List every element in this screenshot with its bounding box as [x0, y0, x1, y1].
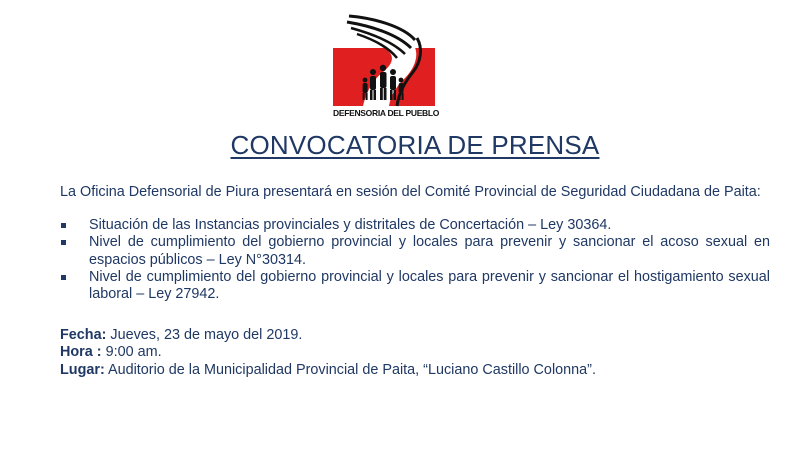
time-value: 9:00 am.: [101, 344, 162, 361]
square-bullet-icon: [61, 275, 66, 280]
list-item: [60, 217, 770, 234]
page-title: CONVOCATORIA DE PRENSA: [230, 130, 600, 160]
date-label: Fecha:: [60, 327, 107, 344]
agenda-list: [60, 217, 770, 303]
defensoria-emblem-icon: [333, 14, 435, 110]
date-value: Jueves, 23 de mayo del 2019.: [106, 327, 303, 344]
intro-paragraph: La Oficina Defensorial de Piura presentará en sesión del Comité Provincial de Seguridad Ciudadana de Paita:: [60, 184, 761, 200]
time-label: Hora :: [60, 344, 102, 361]
list-item-text: Nivel de cumplimiento del gobierno provincial y locales para prevenir y sancionar el hostigamiento sexual laboral – Ley 27942.: [89, 268, 770, 303]
place-label: Lugar:: [60, 361, 105, 378]
date-row: [60, 327, 770, 344]
list-item-text: Situación de las Instancias provinciales y distritales de Concertación – Ley 30364.: [89, 217, 612, 234]
list-item: [60, 234, 770, 268]
place-row: [60, 362, 770, 379]
list-item: [60, 269, 770, 303]
list-item-text: Nivel de cumplimiento del gobierno provincial y locales para prevenir y sancionar el acoso sexual en espacios públicos – Ley N°30314.: [89, 234, 770, 268]
logo-text: DEFENSORIA DEL PUEBLO: [333, 108, 440, 118]
defensoria-logo: [333, 14, 440, 122]
square-bullet-icon: [61, 240, 66, 245]
time-row: [60, 344, 770, 361]
place-value: Auditorio de la Municipalidad Provincial de Paita, “Luciano Castillo Colonna”.: [104, 361, 596, 378]
press-release-body: [60, 184, 770, 379]
event-details: [60, 327, 770, 379]
square-bullet-icon: [61, 223, 66, 228]
